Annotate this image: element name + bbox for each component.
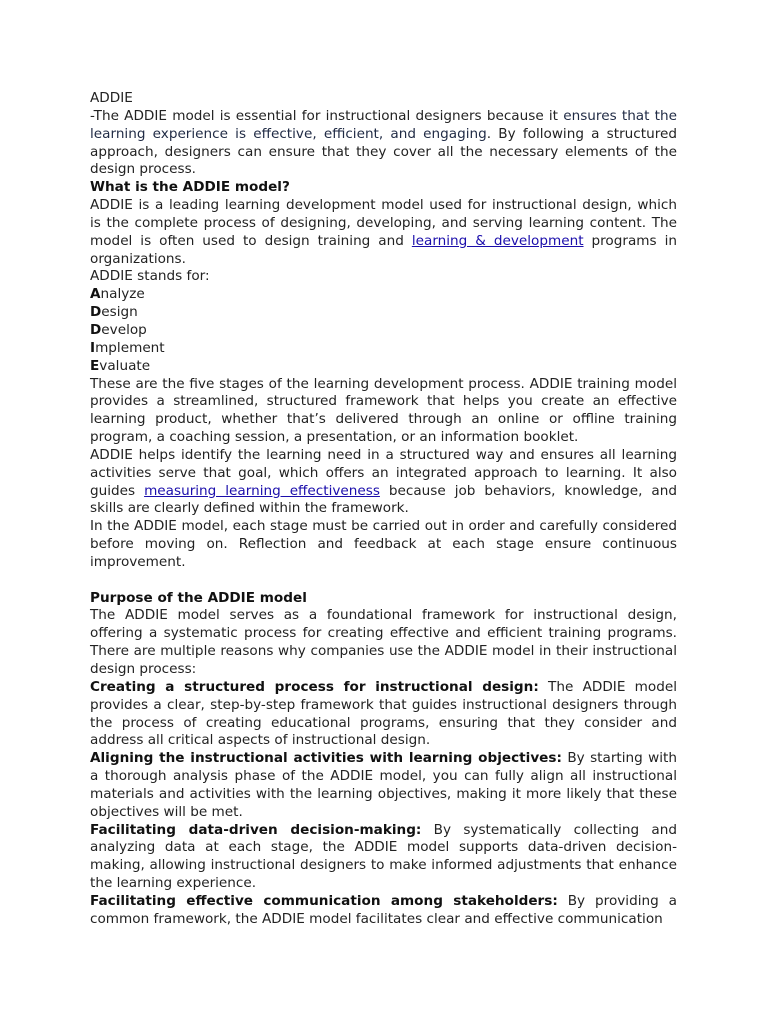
reason-structured-process: Creating a structured process for instructional design: The ADDIE model provides a clear, step-by-step framework that guides instructional designers through the process of creating educational programs, ensuring that they consider and address all critical aspects of instructional design.	[90, 678, 677, 749]
document-page	[90, 90, 677, 929]
doc-title: ADDIE	[90, 90, 133, 106]
stage-implement: Implement	[90, 339, 165, 356]
purpose-heading: Purpose of the ADDIE model	[90, 589, 307, 606]
stands-for-label: ADDIE stands for:	[90, 268, 210, 285]
blank-line	[90, 572, 677, 590]
measuring-effectiveness-link[interactable]: measuring learning effectiveness	[144, 482, 380, 499]
purpose-intro-paragraph: The ADDIE model serves as a foundational framework for instructional design, offering a systematic process for creating effective and efficient training programs. There are multiple reasons why companies use the ADDIE model in their instructional design process:	[90, 607, 677, 677]
five-stages-paragraph: These are the five stages of the learning development process. ADDIE training model provides a streamlined, structured framework that helps you create an effective learning product, whether that’s delivered through an online or offline training program, a coaching session, a presentation, or an information booklet.	[90, 375, 677, 446]
what-heading: What is the ADDIE model?	[90, 179, 290, 196]
reason-aligning-objectives: Aligning the instructional activities with learning objectives: By starting with a thorough analysis phase of the ADDIE model, you can fully align all instructional materials and activities with the learning objectives, making it more likely that these objectives will be met.	[90, 750, 677, 820]
what-paragraph: ADDIE is a leading learning development model used for instructional design, which is the complete process of designing, developing, and serving learning content. The model is often used to design training and learning & development programs in organizations.	[90, 197, 677, 267]
order-paragraph: In the ADDIE model, each stage must be carried out in order and carefully considered before moving on. Reflection and feedback at each stage ensure continuous improvement.	[90, 518, 677, 570]
reason-data-driven: Facilitating data-driven decision-making: By systematically collecting and analyzing data at each stage, the ADDIE model supports data-driven decision-making, allowing instructional designers to make informed adjustments that enhance the learning experience.	[90, 821, 677, 892]
stage-evaluate: Evaluate	[90, 357, 151, 374]
learning-development-link[interactable]: learning & development	[411, 232, 584, 249]
stage-develop: Develop	[90, 321, 147, 338]
stage-design: Design	[90, 304, 138, 321]
stage-analyze: Analyze	[90, 286, 145, 303]
intro-paragraph: -The ADDIE model is essential for instructional designers because it ensures that the learning experience is effective, efficient, and engaging. By following a structured approach, designers can ensure that they cover all the necessary elements of the design process.	[90, 107, 677, 178]
reason-communication: Facilitating effective communication among stakeholders: By providing a common framework, the ADDIE model facilitates clear and effective communication	[90, 892, 677, 927]
helps-paragraph: ADDIE helps identify the learning need in a structured way and ensures all learning activities serve that goal, which offers an integrated approach to learning. It also guides measuring learning effectiveness because job behaviors, knowledge, and skills are clearly defined within the framework.	[90, 446, 677, 517]
intro-highlight: ensures that the learning experience is effective, efficient, and engaging	[90, 107, 677, 142]
